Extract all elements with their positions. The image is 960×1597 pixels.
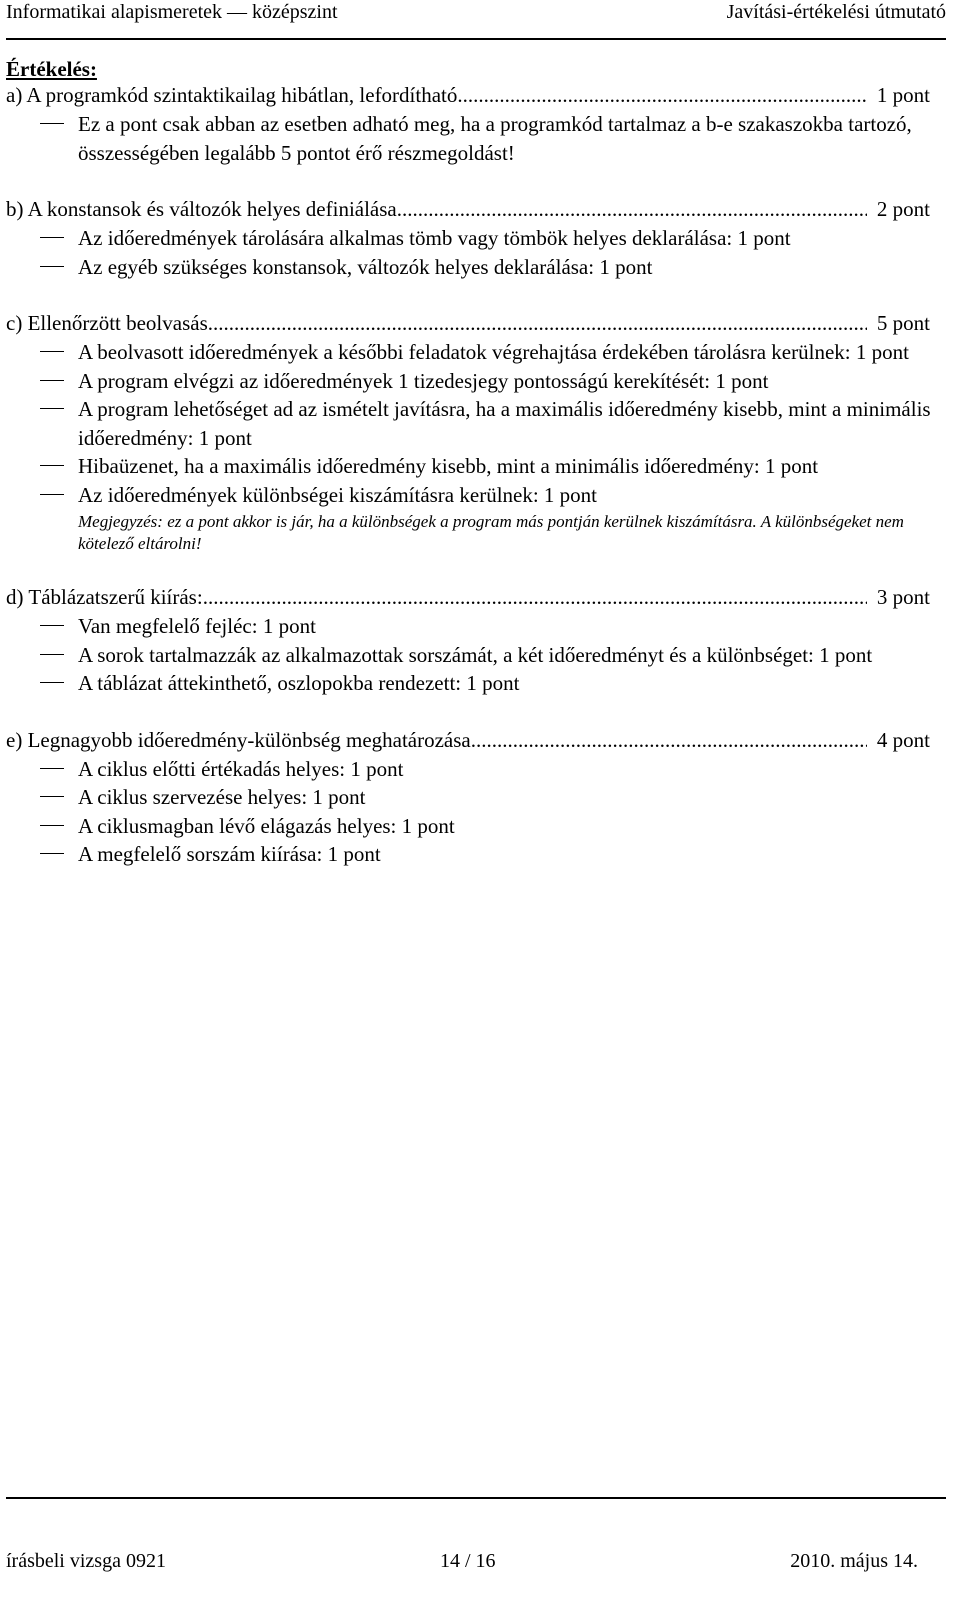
criteria-item-text: A táblázat áttekinthető, oszlopokba rendezett: 1 pont: [78, 671, 520, 695]
criteria-section: [6, 81, 942, 167]
page-header: [6, 0, 946, 40]
criteria-item-text: A program elvégzi az időeredmények 1 tizedesjegy pontosságú kerekítését: 1 pont: [78, 368, 769, 393]
criteria-label: b) A konstansok és változók helyes definiálása: [6, 197, 397, 221]
criteria-section: [6, 583, 942, 698]
criteria-points: 3 pont: [876, 585, 930, 609]
criteria-item-text: A sorok tartalmazzák az alkalmazottak sorszámát, a két időeredményt és a különbséget: 1 pont: [78, 642, 873, 667]
criteria-section: [6, 726, 942, 869]
criteria-item: [6, 783, 942, 812]
dot-leader: [397, 195, 867, 224]
dash-bullet-icon: [40, 625, 64, 626]
criteria-note: Megjegyzés: ez a pont akkor is jár, ha a különbségek a program más pontján kerülnek kiszámításra. A különbségeket nem kötelező eltárolni!: [78, 512, 904, 553]
header-doc-type: Javítási-értékelési útmutató: [726, 1, 946, 23]
dash-bullet-icon: [40, 682, 64, 683]
dash-bullet-icon: [40, 266, 64, 267]
dash-bullet-icon: [40, 494, 64, 495]
criteria-item: [6, 840, 942, 869]
criteria-points: 4 pont: [876, 727, 930, 752]
criteria-item-text: A megfelelő sorszám kiírása: 1 pont: [78, 842, 381, 866]
criteria-item: [6, 481, 942, 510]
dot-leader: [203, 583, 867, 612]
criteria-item: [6, 755, 942, 784]
dot-leader: [471, 726, 867, 755]
criteria-main-line: [6, 309, 942, 338]
dash-bullet-icon: [40, 380, 64, 381]
criteria-item-text: Van megfelelő fejléc: 1 pont: [78, 614, 316, 638]
criteria-item-text: Ez a pont csak abban az esetben adható meg, ha a programkód tartalmaz a b-e szakaszokba tartozó, összességében legalább 5 pontot érő részmegoldást!: [78, 112, 912, 165]
criteria-item-text: Az időeredmények különbségei kiszámításra kerülnek: 1 pont: [78, 482, 598, 507]
footer-exam-code: írásbeli vizsga 0921: [6, 1550, 166, 1572]
criteria-item: [6, 395, 942, 452]
dash-bullet-icon: [40, 237, 64, 238]
dot-leader: [457, 81, 867, 110]
criteria-main-line: [6, 195, 942, 224]
criteria-item-text: Az egyéb szükséges konstansok, változók helyes deklarálása: 1 pont: [78, 254, 653, 279]
dash-bullet-icon: [40, 796, 64, 797]
criteria-main-line: [6, 726, 942, 755]
page-footer: [6, 1497, 946, 1572]
criteria-item-text: A ciklus szervezése helyes: 1 pont: [78, 785, 366, 809]
footer-page-number: 14 / 16: [440, 1550, 496, 1572]
criteria-item-text: A ciklusmagban lévő elágazás helyes: 1 pont: [78, 813, 455, 838]
criteria-item: [6, 641, 942, 670]
criteria-item-text: Az időeredmények tárolására alkalmas tömb vagy tömbök helyes deklarálása: 1 pont: [78, 226, 791, 250]
dash-bullet-icon: [40, 351, 64, 352]
criteria-main-line: [6, 583, 942, 612]
dash-bullet-icon: [40, 768, 64, 769]
criteria-label: e) Legnagyobb időeredmény-különbség meghatározása: [6, 727, 471, 752]
criteria-section: [6, 195, 942, 281]
criteria-label: d) Táblázatszerű kiírás:: [6, 585, 203, 609]
dash-bullet-icon: [40, 465, 64, 466]
criteria-item: [6, 812, 942, 841]
criteria-points: 1 pont: [876, 83, 930, 107]
criteria-item-text: Hibaüzenet, ha a maximális időeredmény kisebb, mint a minimális időeredmény: 1 pont: [78, 454, 819, 478]
criteria-item: [6, 110, 942, 167]
evaluation-heading: Értékelés:: [6, 57, 97, 81]
criteria-item-text: A program lehetőséget ad az ismételt javításra, ha a maximális időeredmény kisebb, mint a minimális időeredmény: 1 pont: [78, 397, 931, 450]
dash-bullet-icon: [40, 408, 64, 409]
criteria-item: [6, 253, 942, 282]
header-subject: Informatikai alapismeretek — középszint: [6, 1, 338, 23]
criteria-label: c) Ellenőrzött beolvasás: [6, 311, 208, 335]
sections-list: [6, 81, 942, 869]
dash-bullet-icon: [40, 825, 64, 826]
dash-bullet-icon: [40, 123, 64, 124]
criteria-item-text: A ciklus előtti értékadás helyes: 1 pont: [78, 756, 404, 781]
dash-bullet-icon: [40, 654, 64, 655]
criteria-item: [6, 669, 942, 698]
criteria-item: [6, 612, 942, 641]
criteria-item: [6, 452, 942, 481]
criteria-item: [6, 224, 942, 253]
criteria-section: [6, 309, 942, 555]
content: [6, 57, 942, 869]
criteria-points: 2 pont: [876, 197, 930, 221]
footer-date: 2010. május 14.: [790, 1550, 918, 1572]
criteria-item-text: A beolvasott időeredmények a későbbi feladatok végrehajtása érdekében tárolásra kerülnek: 1 pont: [78, 340, 909, 364]
criteria-label: a) A programkód szintaktikailag hibátlan, lefordítható: [6, 83, 458, 107]
criteria-item: [6, 338, 942, 367]
dash-bullet-icon: [40, 853, 64, 854]
criteria-points: 5 pont: [876, 311, 930, 335]
criteria-main-line: [6, 81, 942, 110]
dot-leader: [208, 309, 867, 338]
criteria-item: [6, 367, 942, 396]
